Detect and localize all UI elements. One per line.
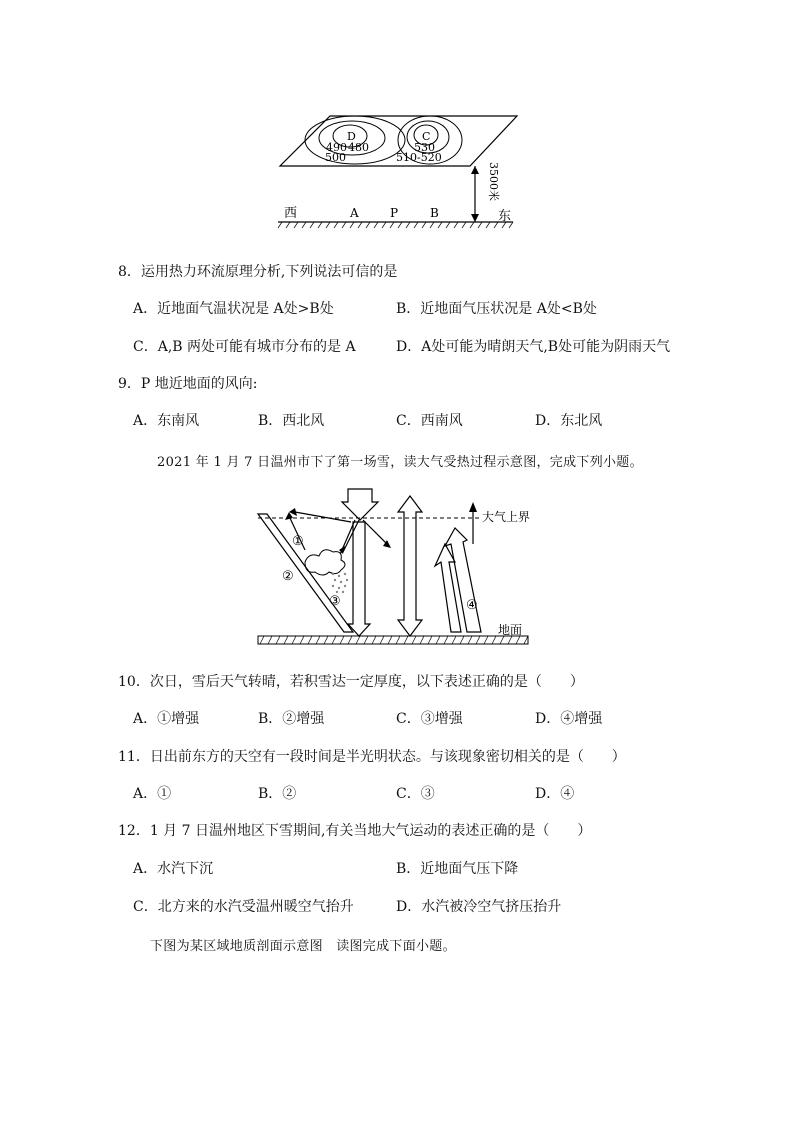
point-p-label: P [390,206,399,220]
intro-geology-profile: 下图为某区域地质剖面示意图 读图完成下面小题。 [150,939,456,954]
marker-2: ② [282,569,294,584]
isobar-diagram [270,110,520,235]
q11-option-d: D．④ [535,786,575,802]
q11-option-c: C．③ [396,786,435,802]
q10-option-b: B．②增强 [258,711,325,727]
iso-500-label: 500 [325,151,346,164]
q11-option-b: B．② [258,786,297,802]
east-label: 东 [498,209,512,224]
height-label: 3500米 [487,162,500,201]
q8-option-b: B．近地面气压状况是 A处<B处 [396,301,597,317]
q9-option-c: C．西南风 [396,413,463,429]
q10-option-d: D．④增强 [535,711,603,727]
q9-stem: 9．P 地近地面的风向: [118,376,258,392]
atmosphere-heating-diagram [255,484,555,648]
marker-3: ③ [329,594,341,609]
point-a-label: A [350,206,359,220]
q10-option-a: A．①增强 [133,711,200,727]
ground-label: 地面 [498,623,523,637]
point-b-label: B [430,206,439,220]
q12-option-b: B．近地面气压下降 [396,861,519,877]
west-label: 西 [284,206,298,221]
q8-stem: 8．运用热力环流原理分析,下列说法可信的是 [118,264,398,280]
q9-option-d: D．东北风 [535,413,603,429]
q8-option-a: A．近地面气温状况是 A处>B处 [133,301,334,317]
q12-option-d: D．水汽被冷空气挤压抬升 [396,899,562,915]
q10-stem: 10．次日，雪后天气转晴，若积雪达一定厚度，以下表述正确的是（ ） [118,674,584,690]
q12-option-a: A．水汽下沉 [133,861,214,877]
q12-stem: 12．1 月 7 日温州地区下雪期间,有关当地大气运动的表述正确的是（ ） [118,823,592,839]
q11-option-a: A．① [133,786,172,802]
q8-option-d: D．A处可能为晴朗天气,B处可能为阴雨天气 [396,339,671,355]
q9-option-b: B．西北风 [258,413,325,429]
iso-530-label: 530 [414,141,435,154]
q10-option-c: C．③增强 [396,711,463,727]
atmosphere-top-label: 大气上界 [482,510,531,524]
iso-480-label: 480 [348,141,369,154]
high-center-label: C [422,130,431,143]
intro-heat-diagram: 2021 年 1 月 7 日温州市下了第一场雪，读大气受热过程示意图，完成下列小题。 [157,455,643,470]
low-center-label: D [347,130,356,143]
marker-1: ① [292,534,304,549]
iso-490-label: 490 [326,141,347,154]
marker-4: ④ [466,598,478,613]
q8-option-c: C．A,B 两处可能有城市分布的是 A [133,339,356,355]
q11-stem: 11．日出前东方的天空有一段时间是半光明状态。与该现象密切相关的是（ ） [118,749,626,765]
q9-option-a: A．东南风 [133,413,200,429]
q12-option-c: C．北方来的水汽受温州暖空气抬升 [133,899,354,915]
iso-510-520-label: 510-520 [396,151,442,164]
